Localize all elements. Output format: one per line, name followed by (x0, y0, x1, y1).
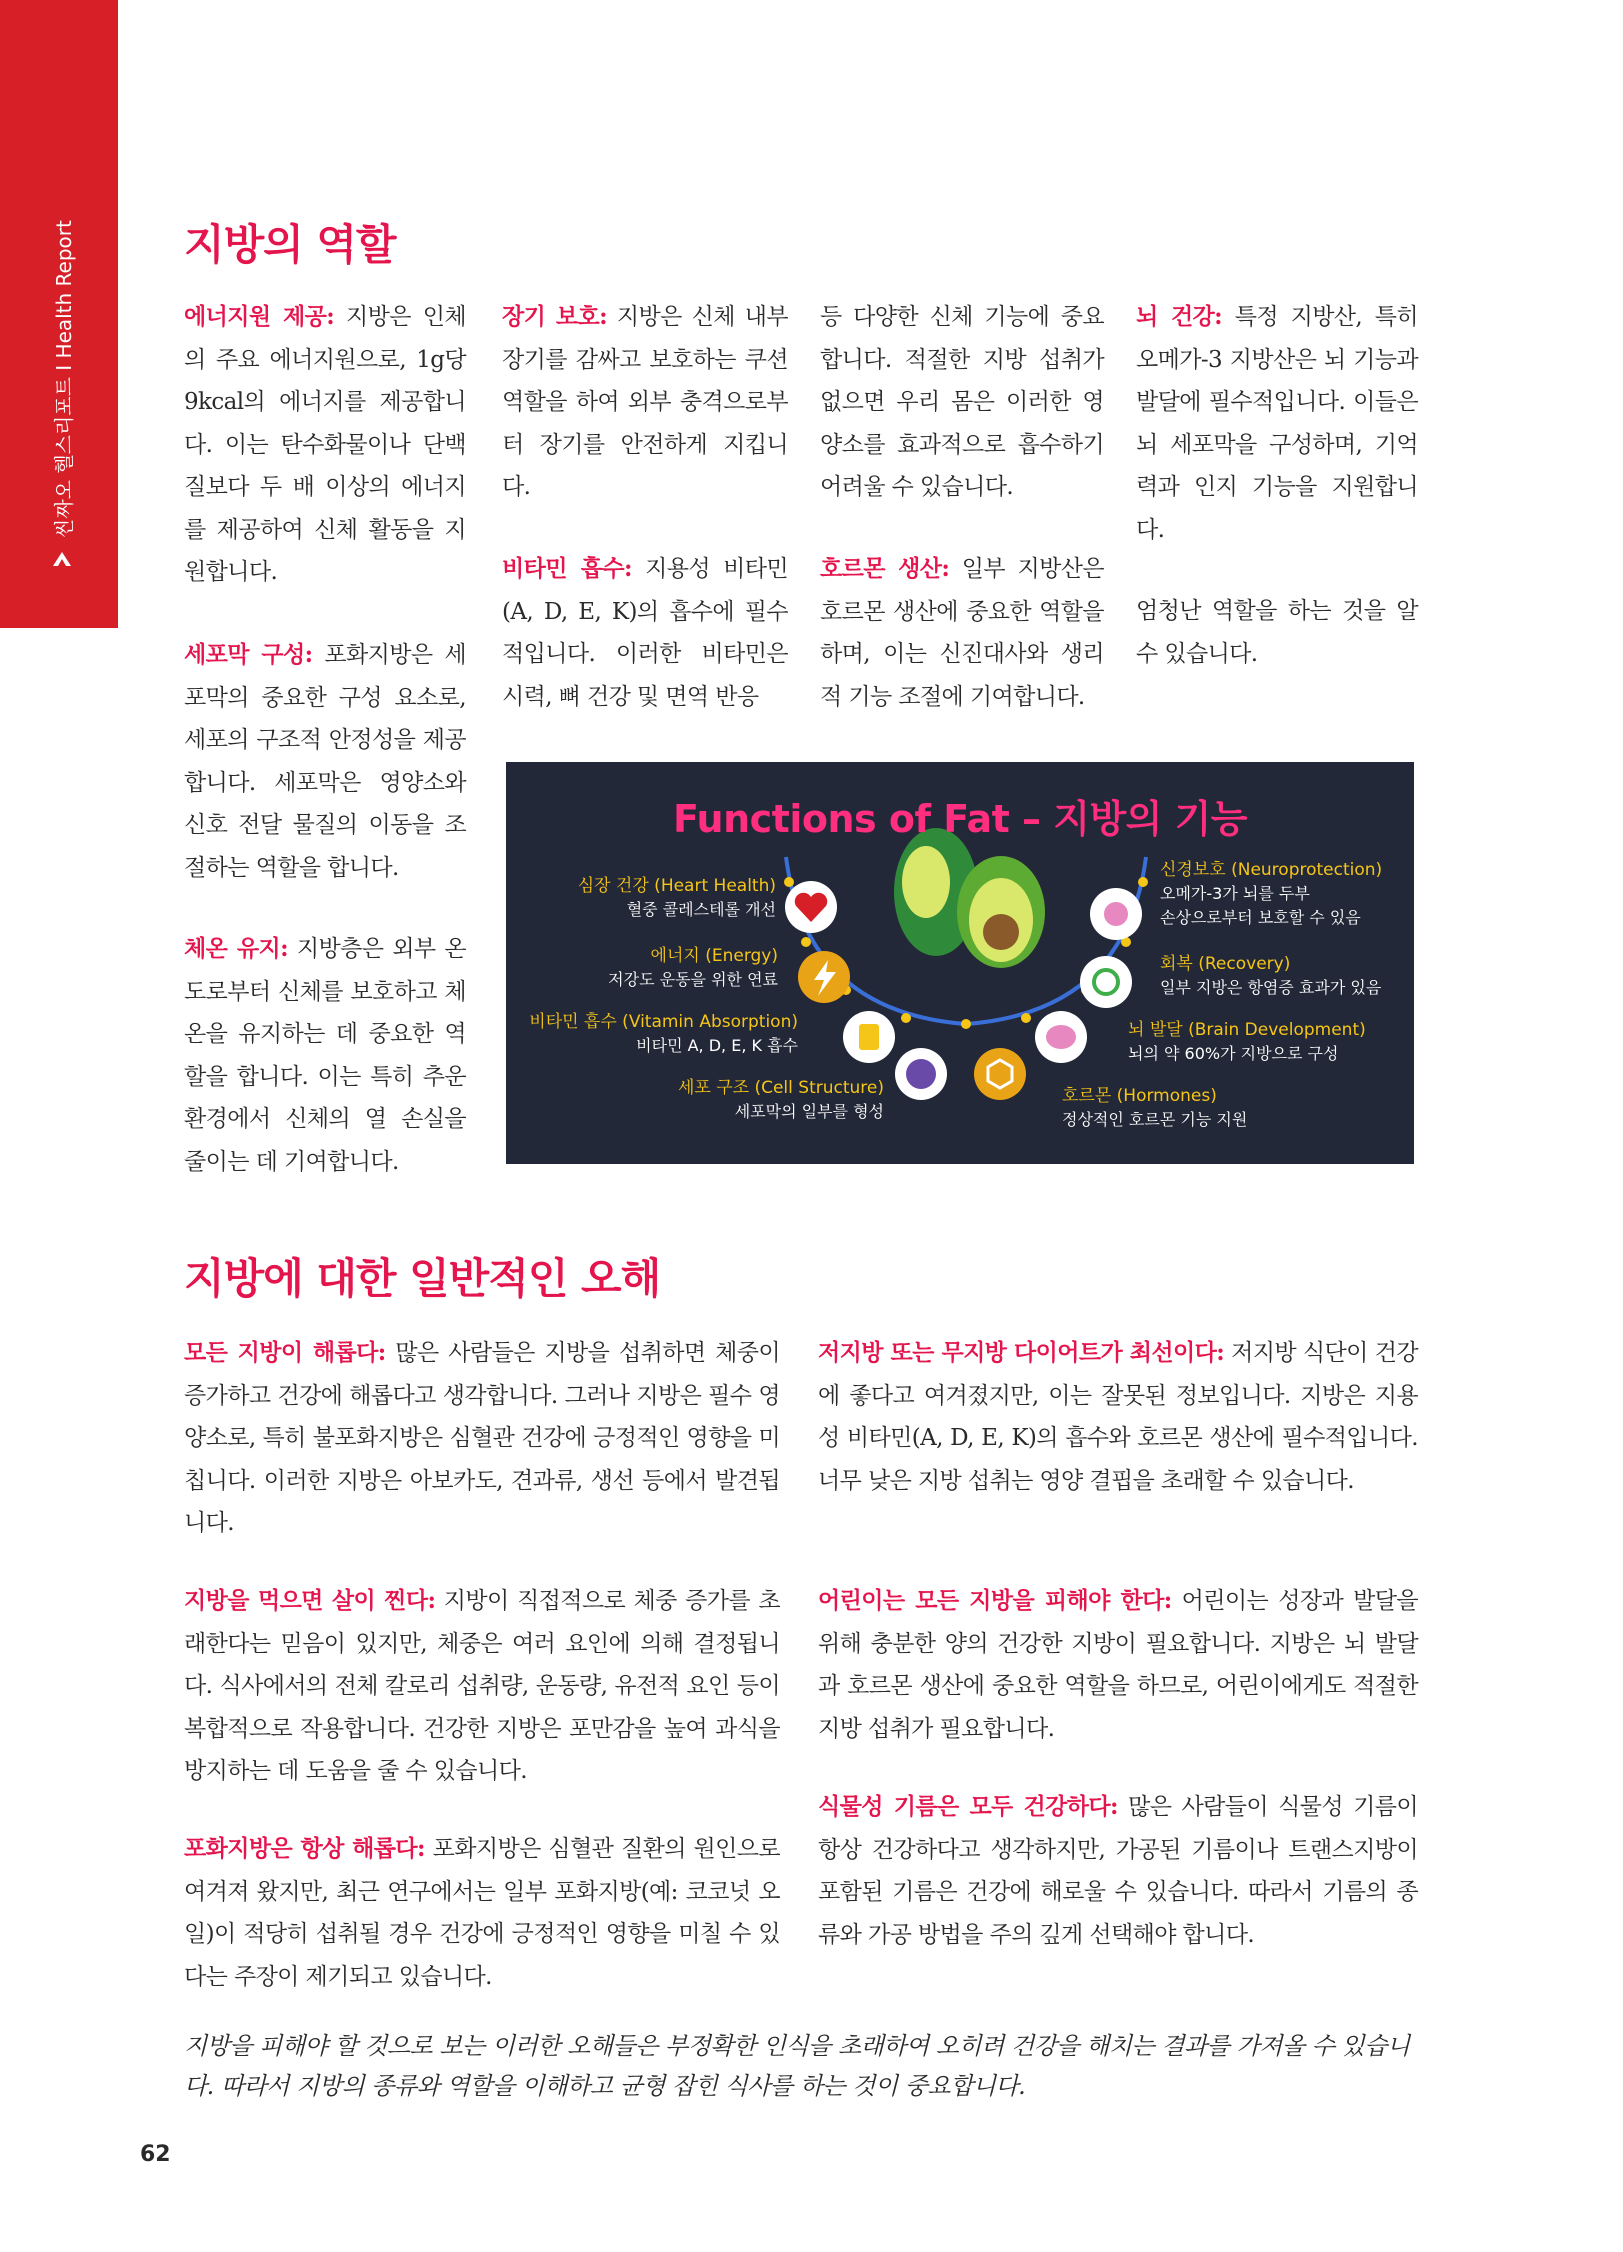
role-lead: 에너지원 제공: (184, 303, 335, 330)
role-lead: 호르몬 생산: (820, 555, 950, 582)
role-vitamin-continued (820, 296, 1104, 509)
role-text: 특정 지방산, 특히 오메가-3 지방산은 뇌 기능과 발달에 필수적입니다. 이들은 뇌 세포막을 구성하며, 기억력과 인지 기능을 지원합니다. (1136, 304, 1419, 543)
lightning-icon (798, 951, 850, 1003)
myth-low-fat-best (818, 1332, 1418, 1502)
label-heading: 비타민 흡수 (Vitamin Absorption) (529, 1012, 798, 1032)
role-organ-protection (502, 296, 788, 509)
role-text: 엄청난 역할을 하는 것을 알 수 있습니다. (1136, 598, 1418, 667)
neuroprotection-icon (1090, 888, 1142, 940)
role-text: 지방층은 외부 온도로부터 신체를 보호하고 체온을 유지하는 데 중요한 역할을 합니다. 이는 특히 추운 환경에서 신체의 열 손실을 줄이는 데 기여합니다. (184, 936, 466, 1175)
label-desc: 비타민 A, D, E, K 흡수 (636, 1036, 798, 1055)
label-desc: 뇌의 약 60%가 지방으로 구성 (1128, 1044, 1339, 1063)
role-summary (1136, 590, 1418, 675)
cell-icon (895, 1048, 947, 1100)
label-recovery (1160, 952, 1381, 1000)
myth-text: 많은 사람들이 식물성 기름이 항상 건강하다고 생각하지만, 가공된 기름이나 트랜스지방이 포함된 기름은 건강에 해로울 수 있습니다. 따라서 기름의 종류와 가공 방법을 주의 깊게 선택해야 합니다. (818, 1794, 1418, 1948)
label-energy (608, 944, 778, 992)
avocado-icon (894, 828, 1045, 968)
role-lead: 뇌 건강: (1136, 303, 1223, 330)
myth-lead: 지방을 먹으면 살이 찐다: (184, 1587, 436, 1614)
label-vitamin-absorption (529, 1010, 798, 1058)
role-brain-health (1136, 296, 1418, 551)
side-tab (0, 0, 118, 628)
label-desc: 오메가-3가 뇌를 두부 (1160, 884, 1310, 903)
label-desc: 혈중 콜레스테롤 개선 (626, 900, 776, 919)
label-hormones (1062, 1084, 1247, 1132)
role-text: 지방은 인체의 주요 에너지원으로, 1g당 9kcal의 에너지를 제공합니다. 이는 탄수화물이나 단백질보다 두 배 이상의 에너지를 제공하여 신체 활동을 지원합니다. (184, 304, 466, 585)
label-neuroprotection (1160, 858, 1382, 930)
label-desc: 세포막의 일부를 형성 (734, 1102, 884, 1121)
side-tab-label: 씬짜오 헬스리포트 I Health Report (51, 220, 76, 538)
heart-icon (785, 881, 837, 933)
myth-lead: 어린이는 모든 지방을 피해야 한다: (818, 1587, 1172, 1614)
myth-lead: 모든 지방이 해롭다: (184, 1339, 386, 1366)
section-title-roles: 지방의 역할 (184, 220, 396, 269)
myth-all-fat-harmful (184, 1332, 780, 1545)
label-heading: 세포 구조 (Cell Structure) (677, 1078, 884, 1098)
role-text: 지방은 신체 내부 장기를 감싸고 보호하는 쿠션 역할을 하여 외부 충격으로부터 장기를 안전하게 지킵니다. (502, 304, 788, 500)
brain-icon (1035, 1011, 1087, 1063)
label-cell-structure (678, 1076, 884, 1124)
label-desc-2: 손상으로부터 보호할 수 있음 (1160, 908, 1361, 927)
role-text: 포화지방은 세포막의 중요한 구성 요소로, 세포의 구조적 안정성을 제공합니다. 세포막은 영양소와 신호 전달 물질의 이동을 조절하는 역할을 합니다. (184, 642, 466, 881)
label-desc: 일부 지방은 항염증 효과가 있음 (1160, 978, 1382, 997)
label-desc: 저강도 운동을 위한 연료 (608, 970, 778, 989)
myth-text: 많은 사람들은 지방을 섭취하면 체중이 증가하고 건강에 해롭다고 생각합니다. 그러나 지방은 필수 영양소로, 특히 불포화지방은 심혈관 건강에 긍정적인 영향을 미칩니다. 이러한 지방은 아보카도, 견과류, 생선 등에서 발견됩니다. (184, 1340, 780, 1536)
label-heart-health (578, 874, 776, 922)
publisher-logo-icon (51, 548, 73, 570)
functions-of-fat-infographic (506, 762, 1414, 1164)
label-heading: 심장 건강 (Heart Health) (577, 876, 776, 896)
label-heading: 회복 (Recovery) (1160, 954, 1291, 974)
role-lead: 비타민 흡수: (502, 555, 632, 582)
role-body-temperature (184, 928, 466, 1183)
role-text: 일부 지방산은 호르몬 생산에 중요한 역할을 하며, 이는 신진대사와 생리적 기능 조절에 기여합니다. (820, 556, 1104, 710)
infographic-title: Functions of Fat – 지방의 기능 (672, 797, 1248, 841)
label-brain-development (1128, 1018, 1366, 1066)
myth-plant-oils-healthy (818, 1786, 1418, 1956)
role-lead: 장기 보호: (502, 303, 607, 330)
role-text: 지용성 비타민(A, D, E, K)의 흡수에 필수적입니다. 이러한 비타민은 시력, 뼈 건강 및 면역 반응 (502, 556, 788, 710)
closing-statement: 지방을 피해야 할 것으로 보는 이러한 오해들은 부정확한 인식을 초래하여 오히려 건강을 해치는 결과를 가져올 수 있습니다. 따라서 지방의 종류와 역할을 이해하고 균형 잡힌 식사를 하는 것이 중요합니다. (184, 2032, 1410, 2100)
recovery-icon (1080, 956, 1132, 1008)
myth-saturated-always-harmful (184, 1828, 780, 1998)
myth-text: 어린이는 성장과 발달을 위해 충분한 양의 건강한 지방이 필요합니다. 지방은 뇌 발달과 호르몬 생산에 중요한 역할을 하므로, 어린이에게도 적절한 지방 섭취가 필요합니다. (818, 1588, 1418, 1742)
role-cell-membrane (184, 634, 466, 889)
page-number: 62 (140, 2142, 171, 2167)
label-heading: 뇌 발달 (Brain Development) (1128, 1020, 1366, 1040)
role-energy (184, 296, 466, 594)
myth-text: 지방이 직접적으로 체중 증가를 초래한다는 믿음이 있지만, 체중은 여러 요인에 의해 결정됩니다. 식사에서의 전체 칼로리 섭취량, 운동량, 유전적 요인 등이 복합적으로 작용합니다. 건강한 지방은 포만감을 높여 과식을 방지하는 데 도움을 줄 수 있습니다. (184, 1588, 780, 1784)
section-title-misconceptions: 지방에 대한 일반적인 오해 (184, 1254, 661, 1303)
hormone-icon (974, 1048, 1026, 1100)
side-tab-label-wrap (42, 150, 82, 570)
role-lead: 체온 유지: (184, 935, 288, 962)
myth-fat-makes-fat (184, 1580, 780, 1793)
role-hormone-production (820, 548, 1104, 718)
myth-lead: 식물성 기름은 모두 건강하다: (818, 1793, 1118, 1820)
label-heading: 신경보호 (Neuroprotection) (1160, 860, 1383, 880)
label-desc: 정상적인 호르몬 기능 지원 (1062, 1110, 1248, 1129)
myth-children-avoid-fat (818, 1580, 1418, 1750)
role-lead: 세포막 구성: (184, 641, 313, 668)
role-vitamin-absorption (502, 548, 788, 718)
label-heading: 호르몬 (Hormones) (1062, 1086, 1217, 1106)
vitamin-bottle-icon (843, 1011, 895, 1063)
myth-lead: 저지방 또는 무지방 다이어트가 최선이다: (818, 1339, 1225, 1366)
myth-text: 포화지방은 심혈관 질환의 원인으로 여겨져 왔지만, 최근 연구에서는 일부 포화지방(예: 코코넛 오일)이 적당히 섭취될 경우 건강에 긍정적인 영향을 미칠 수 있다는 주장이 제기되고 있습니다. (184, 1836, 780, 1990)
myth-text: 저지방 식단이 건강에 좋다고 여겨졌지만, 이는 잘못된 정보입니다. 지방은 지용성 비타민(A, D, E, K)의 흡수와 호르몬 생산에 필수적입니다. 너무 낮은 지방 섭취는 영양 결핍을 초래할 수 있습니다. (818, 1340, 1418, 1494)
role-text: 등 다양한 신체 기능에 중요합니다. 적절한 지방 섭취가 없으면 우리 몸은 이러한 영양소를 효과적으로 흡수하기 어려울 수 있습니다. (820, 304, 1104, 500)
label-heading: 에너지 (Energy) (650, 946, 778, 966)
myth-lead: 포화지방은 항상 해롭다: (184, 1835, 425, 1862)
